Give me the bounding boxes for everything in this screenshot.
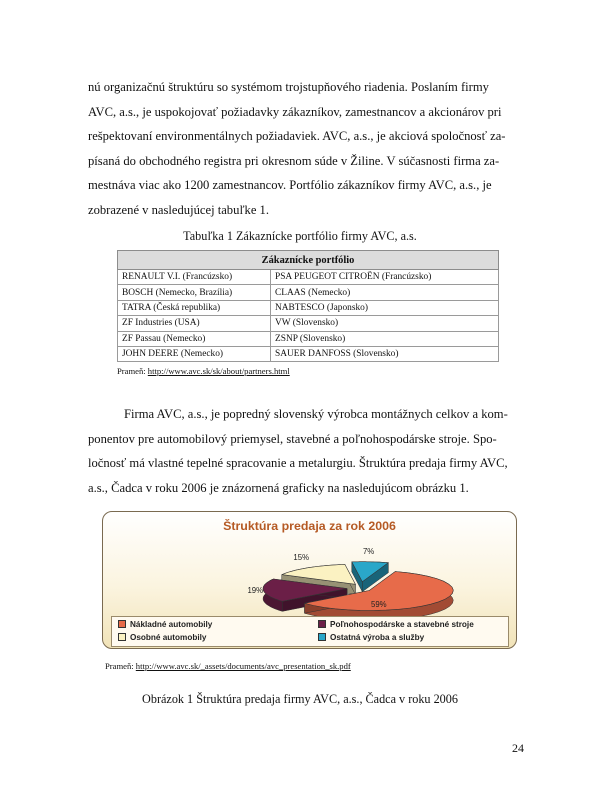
figure-caption: Obrázok 1 Štruktúra predaja firmy AVC, a.s., Čadca v roku 2006 xyxy=(142,692,458,706)
table-cell: SAUER DANFOSS (Slovensko) xyxy=(271,346,499,361)
legend-item xyxy=(318,620,474,629)
legend-item xyxy=(118,620,212,629)
table-cell: VW (Slovensko) xyxy=(271,316,499,331)
pie-percentage-label: 7% xyxy=(362,547,375,557)
figure-source xyxy=(105,661,351,671)
paragraph-1-line: zobrazené v nasledujúcej tabuľke 1. xyxy=(88,202,269,217)
legend-swatch xyxy=(118,633,126,641)
page-number: 24 xyxy=(512,741,524,755)
table-row xyxy=(118,316,499,331)
paragraph-1-line: písaná do obchodného registra pri okresnom súde v Žiline. V súčasnosti firma za- xyxy=(88,153,500,168)
paragraph-2-line: Firma AVC, a.s., je popredný slovenský výrobca montážnych celkov a kom- xyxy=(124,407,508,421)
legend-label: Nákladné automobily xyxy=(130,620,213,629)
legend-swatch xyxy=(318,633,326,641)
table-row xyxy=(118,285,499,300)
table-caption: Tabuľka 1 Zákaznícke portfólio firmy AVC, a.s. xyxy=(183,229,417,243)
chart-title: Štruktúra predaja za rok 2006 xyxy=(223,519,396,533)
table-source-label: Prameň: xyxy=(117,366,148,376)
customer-portfolio-table xyxy=(117,250,499,362)
table-row xyxy=(118,346,499,361)
chart-legend xyxy=(111,616,509,647)
legend-item xyxy=(118,633,206,642)
pie-percentage-label: 59% xyxy=(371,600,387,609)
paragraph-2-line: ponentov pre automobilový priemysel, stavebné a poľnohospodárske stroje. Spo- xyxy=(88,431,497,446)
legend-label: Osobné automobily xyxy=(130,633,207,642)
table-cell: BOSCH (Nemecko, Brazília) xyxy=(118,285,271,300)
paragraph-1-line: mestnáva viac ako 1200 zamestnancov. Portfólio zákazníkov firmy AVC, a.s., je xyxy=(88,178,492,192)
table-cell: JOHN DEERE (Nemecko) xyxy=(118,346,271,361)
table-cell: ZF Passau (Nemecko) xyxy=(118,331,271,346)
legend-swatch xyxy=(318,620,326,628)
legend-label: Ostatná výroba a služby xyxy=(330,633,425,642)
table-cell: RENAULT V.I. (Francúzsko) xyxy=(118,270,271,285)
paragraph-1-line: nú organizačnú štruktúru so systémom trojstupňového riadenia. Poslaním firmy xyxy=(88,80,489,94)
table-cell: TATRA (Česká republika) xyxy=(118,300,271,315)
sales-structure-chart xyxy=(102,511,517,649)
paragraph-2 xyxy=(88,402,508,500)
paragraph-2-line: a.s., Čadca v roku 2006 je znázornená graficky na nasledujúcom obrázku 1. xyxy=(88,480,469,495)
paragraph-1-line: rešpektovaní environmentálnych požiadaviek. AVC, a.s., je akciová spoločnosť za- xyxy=(88,129,506,143)
table-cell: NABTESCO (Japonsko) xyxy=(271,300,499,315)
table-source xyxy=(117,366,290,376)
table-cell: PSA PEUGEOT CITROËN (Francúzsko) xyxy=(271,270,499,285)
table-cell: ZSNP (Slovensko) xyxy=(271,331,499,346)
table-source-link[interactable]: http://www.avc.sk/sk/about/partners.html xyxy=(147,366,290,376)
paragraph-2-line: ločnosť má vlastné tepelné spracovanie a metalurgiu. Štruktúra predaja firmy AVC, xyxy=(88,456,508,470)
paragraph-1 xyxy=(88,75,508,222)
table-cell: CLAAS (Nemecko) xyxy=(271,285,499,300)
pie-percentage-label: 19% xyxy=(247,586,264,596)
pie-chart xyxy=(103,512,516,616)
table-header: Zákaznícke portfólio xyxy=(118,251,499,270)
pie-percentage-label: 15% xyxy=(293,553,310,563)
paragraph-1-line: AVC, a.s., je uspokojovať požiadavky zákazníkov, zamestnancov a akcionárov pri xyxy=(88,104,502,119)
figure-source-link[interactable]: http://www.avc.sk/_assets/documents/avc_presentation_sk.pdf xyxy=(135,661,351,671)
table-row xyxy=(118,300,499,315)
figure-source-label: Prameň: xyxy=(105,661,136,671)
table-row xyxy=(118,331,499,346)
legend-item xyxy=(318,633,424,642)
legend-swatch xyxy=(118,620,126,628)
table-row xyxy=(118,270,499,285)
legend-label: Poľnohospodárske a stavebné stroje xyxy=(330,620,474,629)
table-cell: ZF Industries (USA) xyxy=(118,316,271,331)
